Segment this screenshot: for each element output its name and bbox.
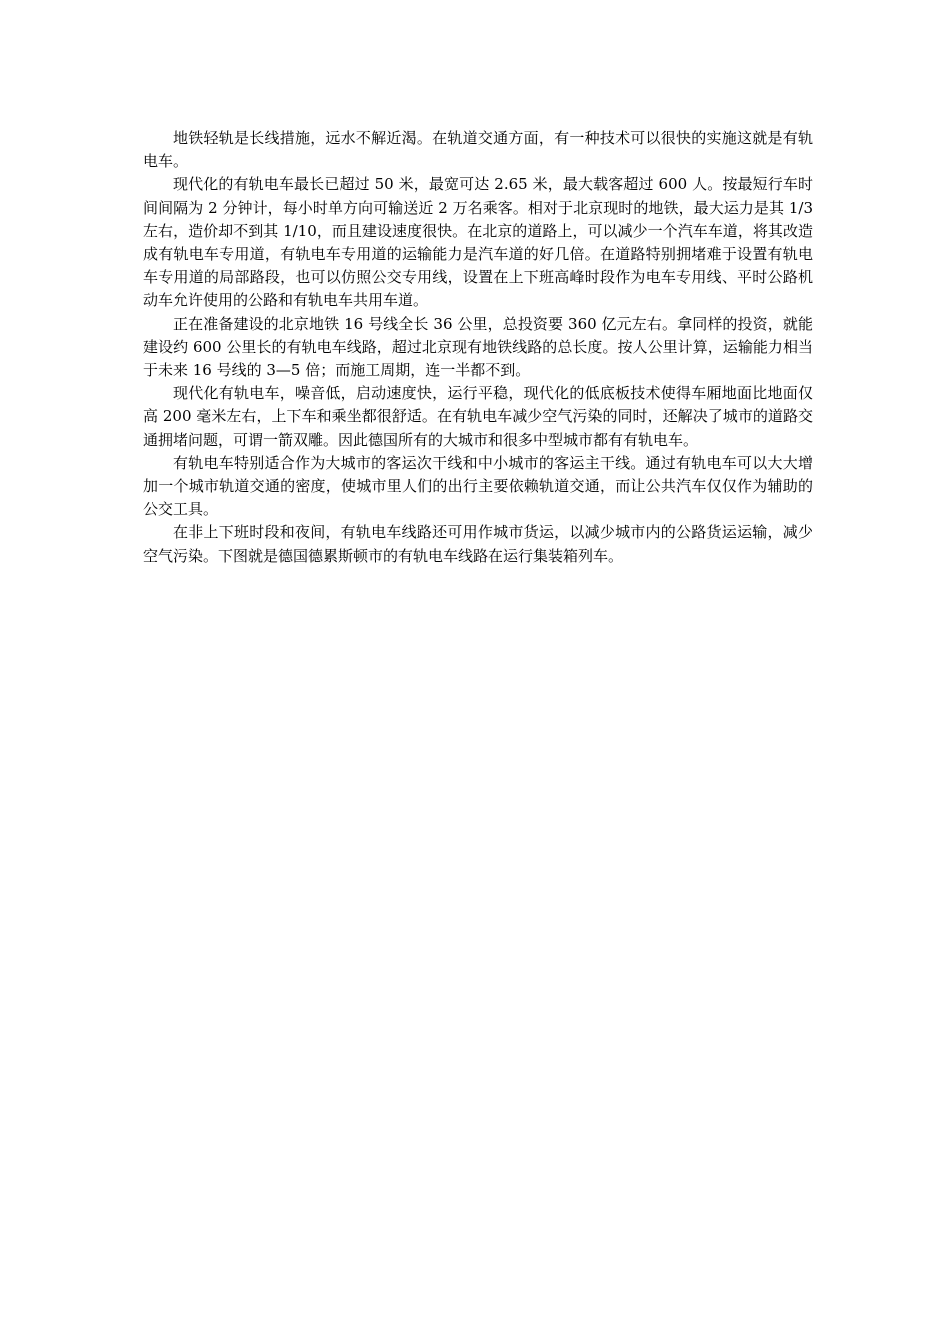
paragraph-1: 地铁轻轨是长线措施，远水不解近渴。在轨道交通方面，有一种技术可以很快的实施这就是有轨电车。 — [143, 129, 813, 171]
paragraph-5: 有轨电车特别适合作为大城市的客运次干线和中小城市的客运主干线。通过有轨电车可以大大增加一个城市轨道交通的密度，使城市里人们的出行主要依赖轨道交通，而让公共汽车仅仅作为辅助的公交工具。 — [143, 453, 813, 519]
paragraph-2: 现代化的有轨电车最长已超过 50 米，最宽可达 2.65 米，最大载客超过 600 人。按最短行车时间间隔为 2 分钟计，每小时单方向可输送近 2 万名乘客。相对于北京现时的地铁，最大运力是其 1/3 左右，造价却不到其 1/10，而且建设速度很快。在北京的道路上，可以减少一个汽车车道，将其改造成有轨电车专用道，有轨电车专用道的运输能力是汽车道的好几倍。在道路特别拥堵难于设置有轨电车专用道的局部路段，也可以仿照公交专用线，设置在上下班高峰时段作为电车专用线、平时公路机动车允许使用的公路和有轨电车共用车道。 — [143, 175, 813, 310]
paragraph-6: 在非上下班时段和夜间，有轨电车线路还可用作城市货运，以减少城市内的公路货运运输，减少空气污染。下图就是德国德累斯顿市的有轨电车线路在运行集装箱列车。 — [143, 523, 813, 565]
paragraph-3: 正在准备建设的北京地铁 16 号线全长 36 公里，总投资要 360 亿元左右。拿同样的投资，就能建设约 600 公里长的有轨电车线路，超过北京现有地铁线路的总长度。按人公里计算，运输能力相当于未来 16 号线的 3—5 倍；而施工周期，连一半都不到。 — [143, 314, 813, 380]
document-body — [143, 127, 813, 568]
paragraph-4: 现代化有轨电车，噪音低，启动速度快，运行平稳，现代化的低底板技术使得车厢地面比地面仅高 200 毫米左右，上下车和乘坐都很舒适。在有轨电车减少空气污染的同时，还解决了城市的道路交通拥堵问题，可谓一箭双雕。因此德国所有的大城市和很多中型城市都有有轨电车。 — [143, 384, 813, 449]
